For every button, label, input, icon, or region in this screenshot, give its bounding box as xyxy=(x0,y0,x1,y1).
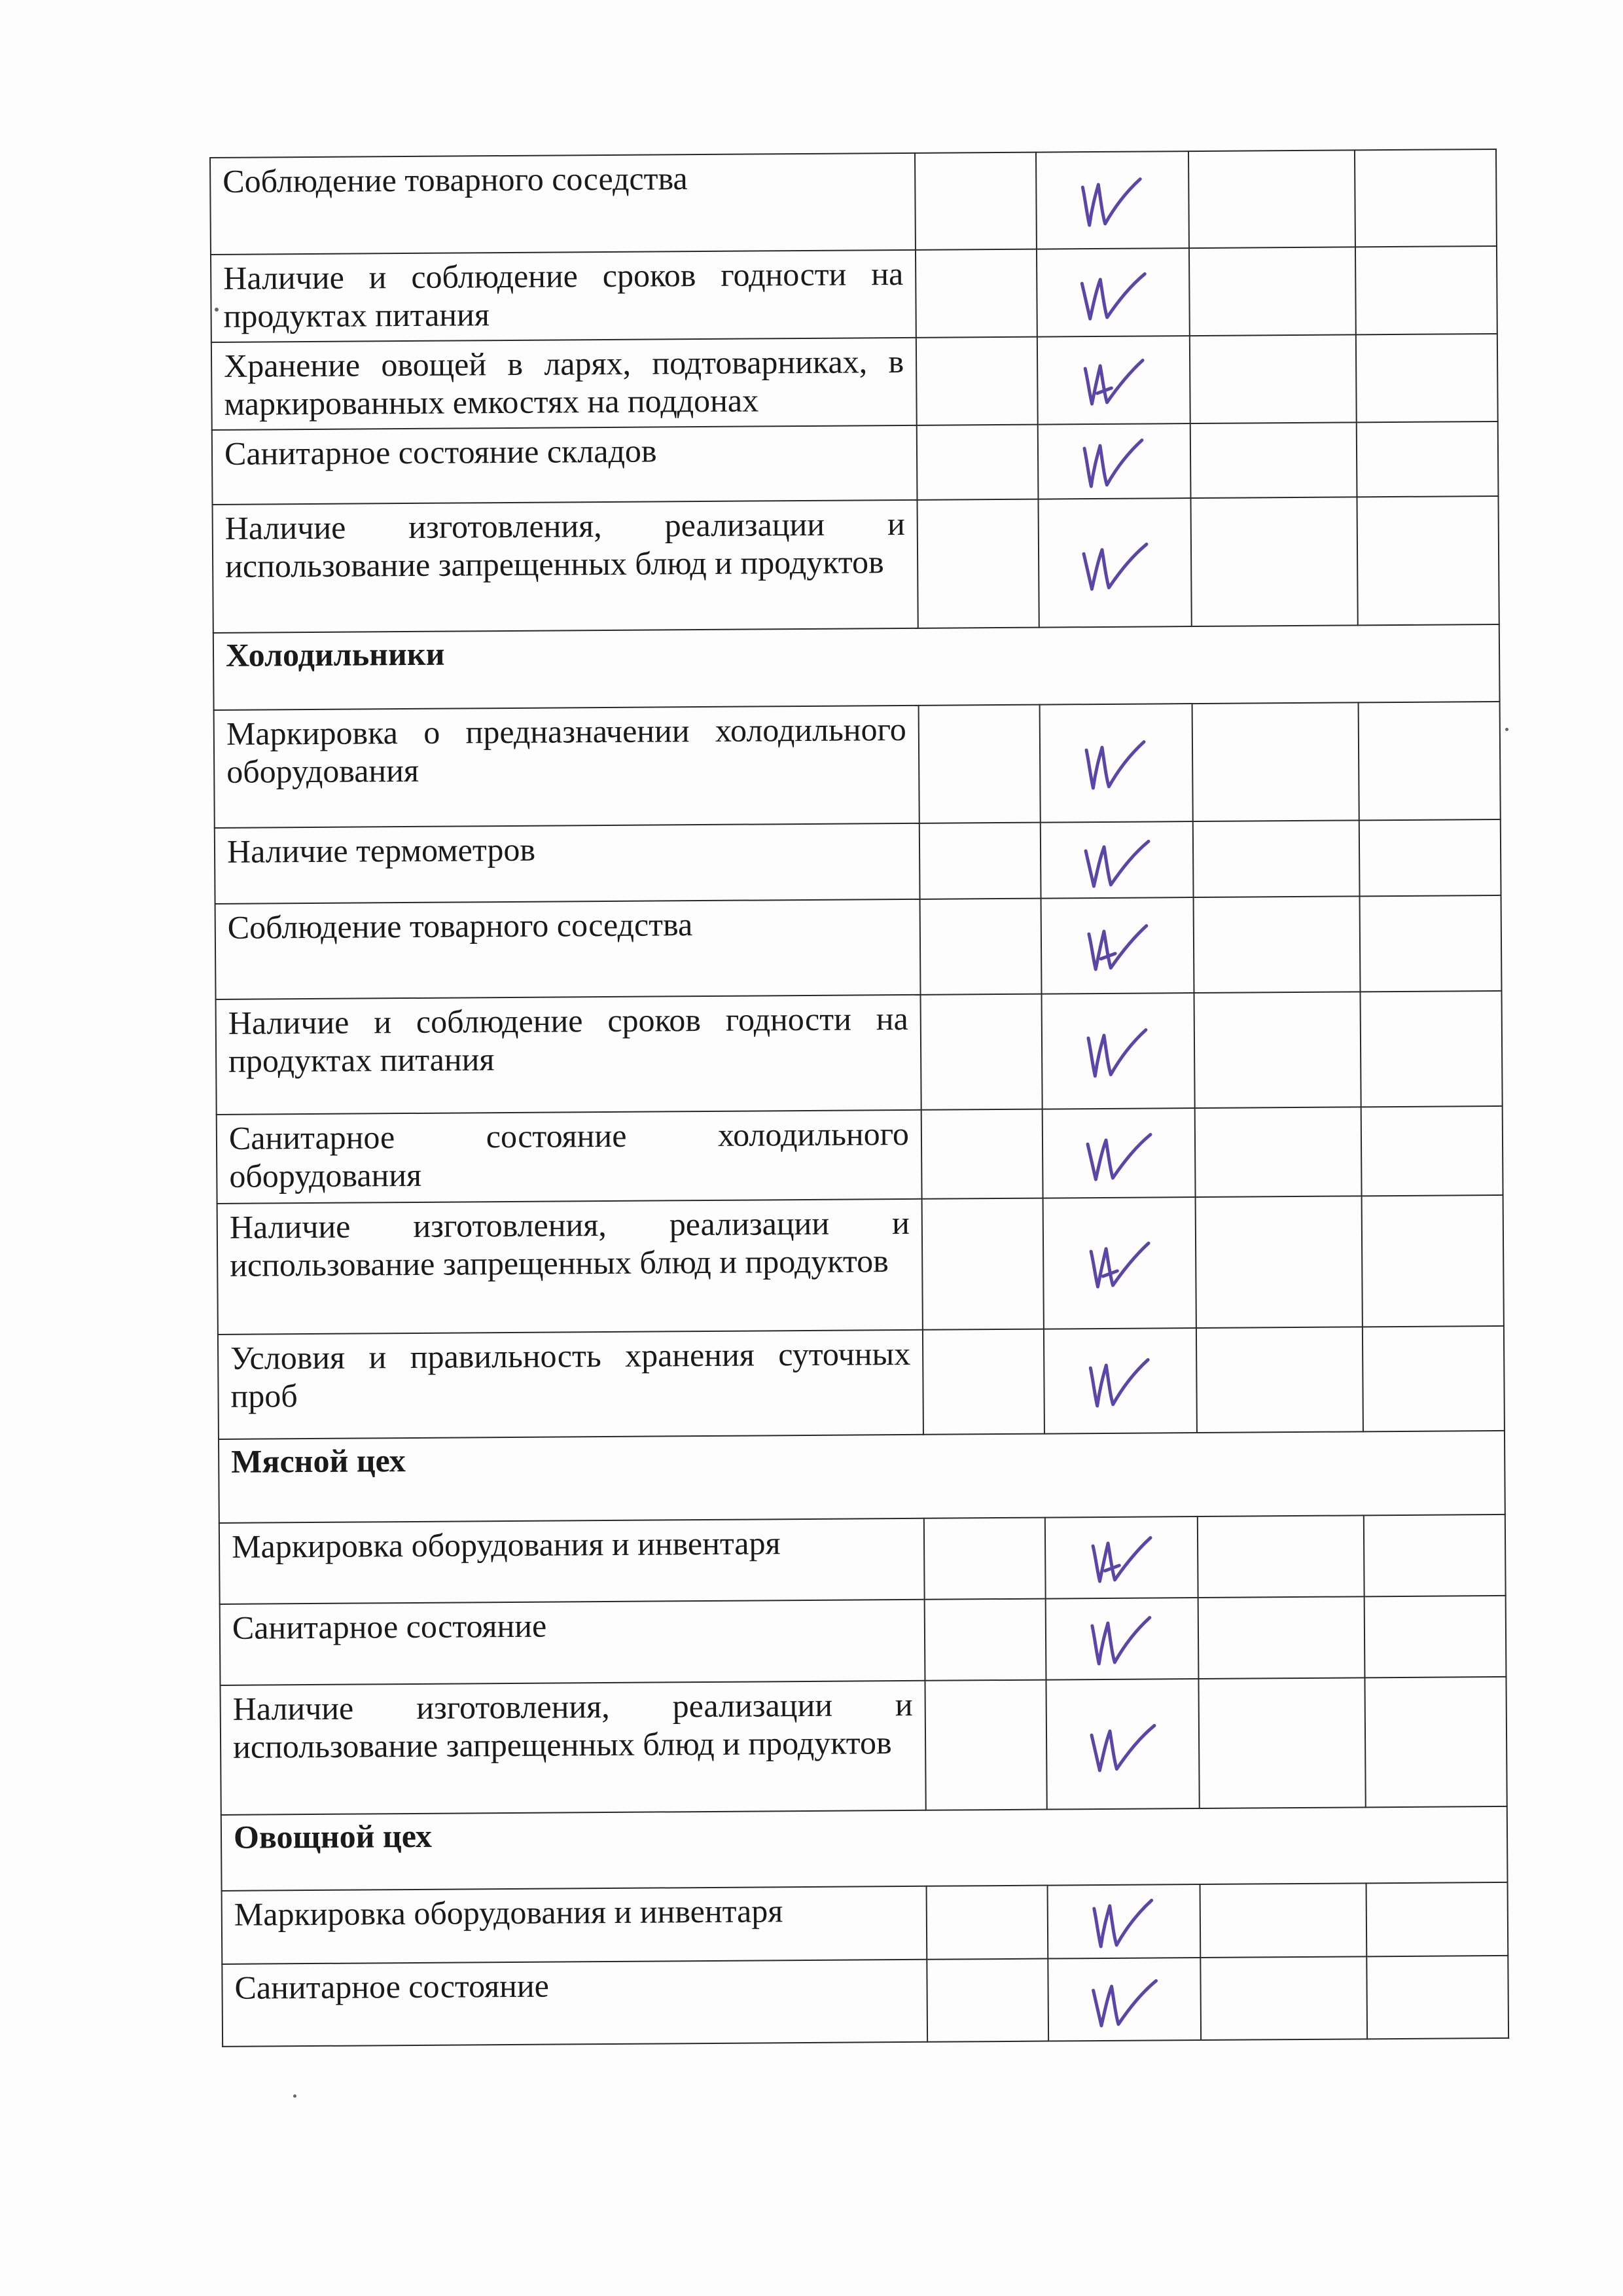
handwritten-tick-icon xyxy=(1079,730,1153,796)
empty-cell xyxy=(1194,896,1361,993)
requirement-text: Соблюдение товарного соседства xyxy=(215,899,921,999)
handwritten-tick-icon xyxy=(1081,1018,1155,1084)
checklist-row xyxy=(215,895,1502,999)
empty-cell xyxy=(1193,820,1360,897)
empty-cell xyxy=(920,899,1042,995)
signature-cell xyxy=(1038,498,1191,628)
requirement-text: Соблюдение товарного соседства xyxy=(210,153,916,255)
handwritten-tick-icon xyxy=(1077,428,1151,494)
checklist-row xyxy=(213,496,1499,633)
signature-cell xyxy=(1037,248,1190,337)
signature-cell xyxy=(1037,336,1190,425)
handwritten-tick-icon xyxy=(1080,827,1154,893)
empty-cell xyxy=(1362,1195,1504,1327)
requirement-text: Наличие изготовления, реализации и использование запрещенных блюд и продуктов xyxy=(220,1681,925,1815)
empty-cell xyxy=(1356,334,1498,422)
checklist-row xyxy=(220,1596,1507,1685)
empty-cell xyxy=(1357,422,1499,497)
section-title: Холодильники xyxy=(213,624,1500,710)
checklist-body xyxy=(210,149,1508,2047)
signature-cell xyxy=(1041,821,1194,899)
checklist-row xyxy=(211,246,1497,342)
signature-cell xyxy=(1040,704,1193,823)
empty-cell xyxy=(1200,1956,1367,2040)
handwritten-tick-icon xyxy=(1082,1230,1156,1296)
empty-cell xyxy=(927,1959,1048,2042)
empty-cell xyxy=(1196,1327,1363,1433)
requirement-text: Условия и правильность хранения суточных проб xyxy=(218,1330,923,1439)
empty-cell xyxy=(1188,150,1355,248)
requirement-text: Наличие и соблюдение сроков годности на продуктах питания xyxy=(216,995,921,1115)
empty-cell xyxy=(1198,1596,1365,1679)
checklist-row xyxy=(217,1106,1503,1204)
requirement-text: Маркировка о предназначении холодильного оборудования xyxy=(214,706,919,828)
handwritten-tick-icon xyxy=(1084,1348,1158,1414)
empty-cell xyxy=(1190,422,1357,498)
requirement-text: Санитарное состояние xyxy=(220,1600,925,1685)
checklist-row xyxy=(222,1956,1508,2047)
checklist-row xyxy=(210,149,1497,255)
empty-cell xyxy=(1361,1106,1503,1196)
handwritten-tick-icon xyxy=(1076,167,1150,233)
empty-cell xyxy=(1360,895,1502,992)
empty-cell xyxy=(1359,702,1501,820)
section-header-row xyxy=(219,1431,1505,1523)
empty-cell xyxy=(1366,1882,1508,1956)
empty-cell xyxy=(927,1886,1048,1960)
requirement-text: Санитарное состояние складов xyxy=(212,425,918,505)
section-header-row xyxy=(221,1806,1508,1891)
empty-cell xyxy=(1366,1956,1508,2039)
requirement-text: Наличие изготовления, реализации и использование запрещенных блюд и продуктов xyxy=(217,1199,923,1335)
empty-cell xyxy=(1200,1883,1367,1958)
requirement-text: Хранение овощей в ларях, подтоварниках, в маркированных емкостях на поддонах xyxy=(211,338,917,430)
signature-cell xyxy=(1044,1328,1197,1434)
empty-cell xyxy=(916,249,1037,338)
checklist-row xyxy=(215,819,1501,904)
signature-cell xyxy=(1048,1884,1201,1959)
empty-cell xyxy=(1355,149,1497,247)
requirement-text: Наличие и соблюдение сроков годности на продуктах питания xyxy=(211,250,916,342)
empty-cell xyxy=(921,994,1043,1110)
signature-cell xyxy=(1038,423,1191,499)
empty-cell xyxy=(924,1518,1046,1600)
checklist-row xyxy=(222,1882,1508,1964)
empty-cell xyxy=(917,425,1039,500)
signature-cell xyxy=(1043,1197,1196,1329)
handwritten-tick-icon xyxy=(1088,1966,1162,2032)
requirement-text: Санитарное состояние xyxy=(222,1960,927,2047)
handwritten-tick-icon xyxy=(1078,529,1152,596)
requirement-text: Санитарное состояние холодильного оборудования xyxy=(217,1110,922,1204)
checklist-row xyxy=(217,1195,1504,1335)
requirement-text: Маркировка оборудования и инвентаря xyxy=(219,1518,925,1604)
empty-cell xyxy=(921,1109,1043,1199)
checklist-row xyxy=(218,1326,1505,1439)
signature-cell xyxy=(1046,1679,1199,1810)
empty-cell xyxy=(1195,1107,1362,1197)
signature-cell xyxy=(1048,1958,1201,2041)
scan-speck xyxy=(1505,728,1508,731)
signature-cell xyxy=(1041,897,1194,994)
handwritten-tick-icon xyxy=(1077,347,1150,413)
section-title: Овощной цех xyxy=(221,1806,1508,1891)
empty-cell xyxy=(916,337,1038,425)
handwritten-tick-icon xyxy=(1087,1888,1161,1954)
empty-cell xyxy=(1364,1515,1506,1596)
inspection-checklist-table xyxy=(209,149,1509,2047)
empty-cell xyxy=(1363,1326,1505,1431)
signature-cell xyxy=(1043,1108,1196,1198)
handwritten-tick-icon xyxy=(1082,1120,1156,1186)
requirement-text: Наличие изготовления, реализации и использование запрещенных блюд и продуктов xyxy=(213,500,918,633)
empty-cell xyxy=(922,1198,1044,1330)
empty-cell xyxy=(1196,1196,1363,1328)
empty-cell xyxy=(1189,247,1356,336)
empty-cell xyxy=(1198,1677,1365,1808)
empty-cell xyxy=(1359,819,1501,896)
signature-cell xyxy=(1036,151,1189,249)
signature-cell xyxy=(1042,993,1195,1109)
empty-cell xyxy=(1192,702,1359,821)
checklist-row xyxy=(212,422,1499,505)
empty-cell xyxy=(1360,991,1502,1107)
empty-cell xyxy=(923,1329,1044,1435)
handwritten-tick-icon xyxy=(1086,1711,1160,1777)
empty-cell xyxy=(919,823,1041,899)
empty-cell xyxy=(917,499,1039,628)
handwritten-tick-icon xyxy=(1085,1605,1159,1672)
scan-speck xyxy=(293,2094,296,2098)
section-title: Мясной цех xyxy=(219,1431,1505,1523)
empty-cell xyxy=(1190,334,1357,423)
empty-cell xyxy=(1194,992,1361,1108)
checklist-row xyxy=(211,334,1498,430)
checklist-row xyxy=(216,991,1503,1115)
empty-cell xyxy=(1198,1515,1364,1598)
scan-speck xyxy=(215,308,219,312)
checklist-row xyxy=(214,702,1501,828)
empty-cell xyxy=(1364,1677,1507,1807)
requirement-text: Наличие термометров xyxy=(215,823,920,904)
handwritten-tick-icon xyxy=(1077,259,1150,325)
empty-cell xyxy=(1355,246,1497,334)
signature-cell xyxy=(1046,1598,1199,1680)
requirement-text: Маркировка оборудования и инвентаря xyxy=(222,1886,927,1964)
handwritten-tick-icon xyxy=(1084,1524,1158,1590)
empty-cell xyxy=(925,1680,1046,1810)
empty-cell xyxy=(919,705,1041,823)
checklist-row xyxy=(220,1677,1507,1815)
empty-cell xyxy=(1190,497,1357,626)
empty-cell xyxy=(1364,1596,1507,1677)
empty-cell xyxy=(1357,496,1499,625)
empty-cell xyxy=(915,152,1037,250)
empty-cell xyxy=(925,1599,1046,1681)
signature-cell xyxy=(1045,1516,1198,1599)
checklist-row xyxy=(219,1515,1506,1604)
section-header-row xyxy=(213,624,1500,710)
handwritten-tick-icon xyxy=(1080,912,1154,978)
